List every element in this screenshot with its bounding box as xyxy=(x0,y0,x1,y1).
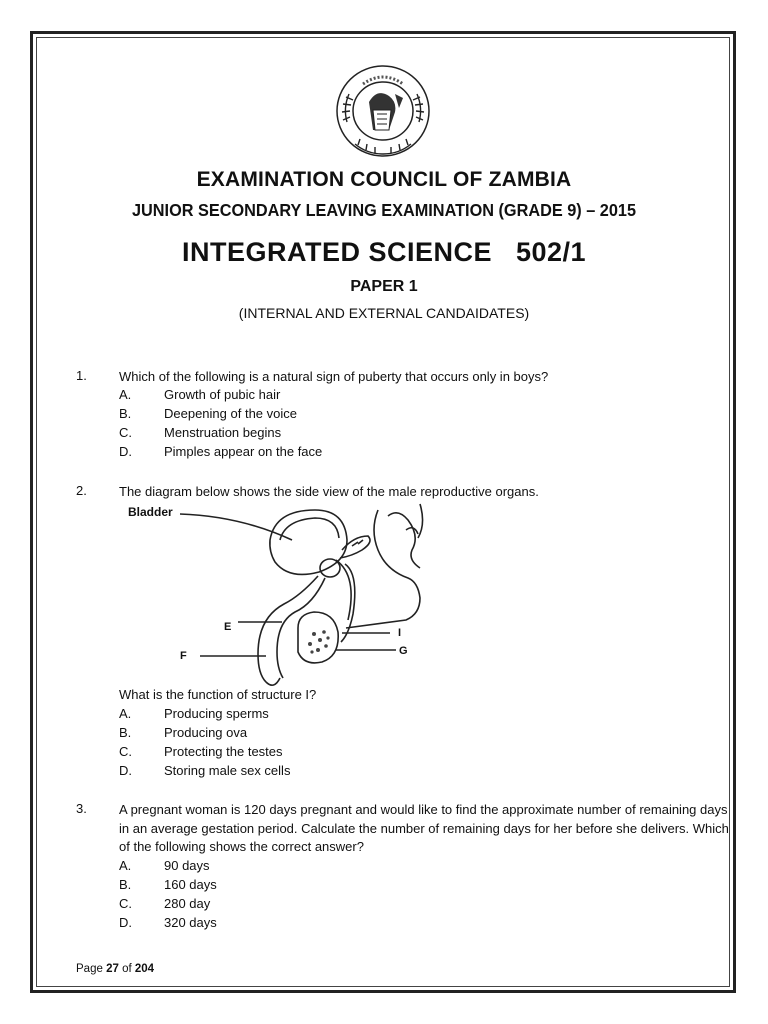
question-1-number: 1. xyxy=(76,368,87,383)
diagram-label-g: G xyxy=(399,645,408,657)
option-text: 160 days xyxy=(164,877,217,892)
option-letter: C. xyxy=(119,425,132,440)
option-text: Deepening of the voice xyxy=(164,406,297,421)
footer-page-number: 27 xyxy=(106,963,119,975)
option-letter: A. xyxy=(119,706,132,721)
footer-of-label: of xyxy=(122,963,132,975)
option-text: Storing male sex cells xyxy=(164,763,291,778)
option-letter: B. xyxy=(119,877,132,892)
option-letter: D. xyxy=(119,763,132,778)
option-letter: A. xyxy=(119,858,132,873)
question-2-subtext: What is the function of structure I? xyxy=(119,687,317,702)
candidates-note: (INTERNAL AND EXTERNAL CANDAIDATES) xyxy=(238,305,530,321)
footer-page-label: Page xyxy=(76,963,103,975)
option-text: Producing sperms xyxy=(164,706,269,721)
option-letter: A. xyxy=(119,387,132,402)
option-text: 90 days xyxy=(164,858,210,873)
option-text: 320 days xyxy=(164,915,217,930)
paper-title: PAPER 1 xyxy=(350,278,418,295)
diagram-label-e: E xyxy=(224,621,232,633)
option-letter: C. xyxy=(119,744,132,759)
question-2-number: 2. xyxy=(76,483,87,498)
diagram-label-i: I xyxy=(398,627,402,639)
option-letter: D. xyxy=(119,444,132,459)
option-letter: B. xyxy=(119,725,132,740)
question-1-text: Which of the following is a natural sign of puberty that occurs only in boys? xyxy=(119,369,549,384)
male-reproductive-diagram xyxy=(120,500,450,690)
option-text: Pimples appear on the face xyxy=(164,444,323,459)
option-text: 280 day xyxy=(164,896,211,911)
diagram-label-bladder: Bladder xyxy=(128,505,173,519)
question-2-text: The diagram below shows the side view of the male reproductive organs. xyxy=(119,484,539,499)
option-text: Growth of pubic hair xyxy=(164,387,281,402)
exam-title: JUNIOR SECONDARY LEAVING EXAMINATION (GRADE 9) – 2015 xyxy=(131,200,637,220)
subject-title: INTEGRATED SCIENCE 502/1 xyxy=(181,237,587,267)
ecz-seal-logo xyxy=(333,62,433,160)
footer-total-pages: 204 xyxy=(134,963,155,975)
question-3-number: 3. xyxy=(76,801,87,816)
council-title: EXAMINATION COUNCIL OF ZAMBIA xyxy=(196,168,572,191)
option-letter: B. xyxy=(119,406,132,421)
page-footer xyxy=(76,963,154,975)
option-letter: D. xyxy=(119,915,132,930)
diagram-label-f: F xyxy=(180,650,187,662)
option-text: Producing ova xyxy=(164,725,248,740)
question-3-text: A pregnant woman is 120 days pregnant and would like to find the approximate number of remaining days in an average gestation period. Calculate the number of remaining days for her before she delivers. Which of the following shows the correct answer? xyxy=(119,802,729,854)
option-text: Menstruation begins xyxy=(164,425,282,440)
option-letter: C. xyxy=(119,896,132,911)
option-text: Protecting the testes xyxy=(164,744,283,759)
